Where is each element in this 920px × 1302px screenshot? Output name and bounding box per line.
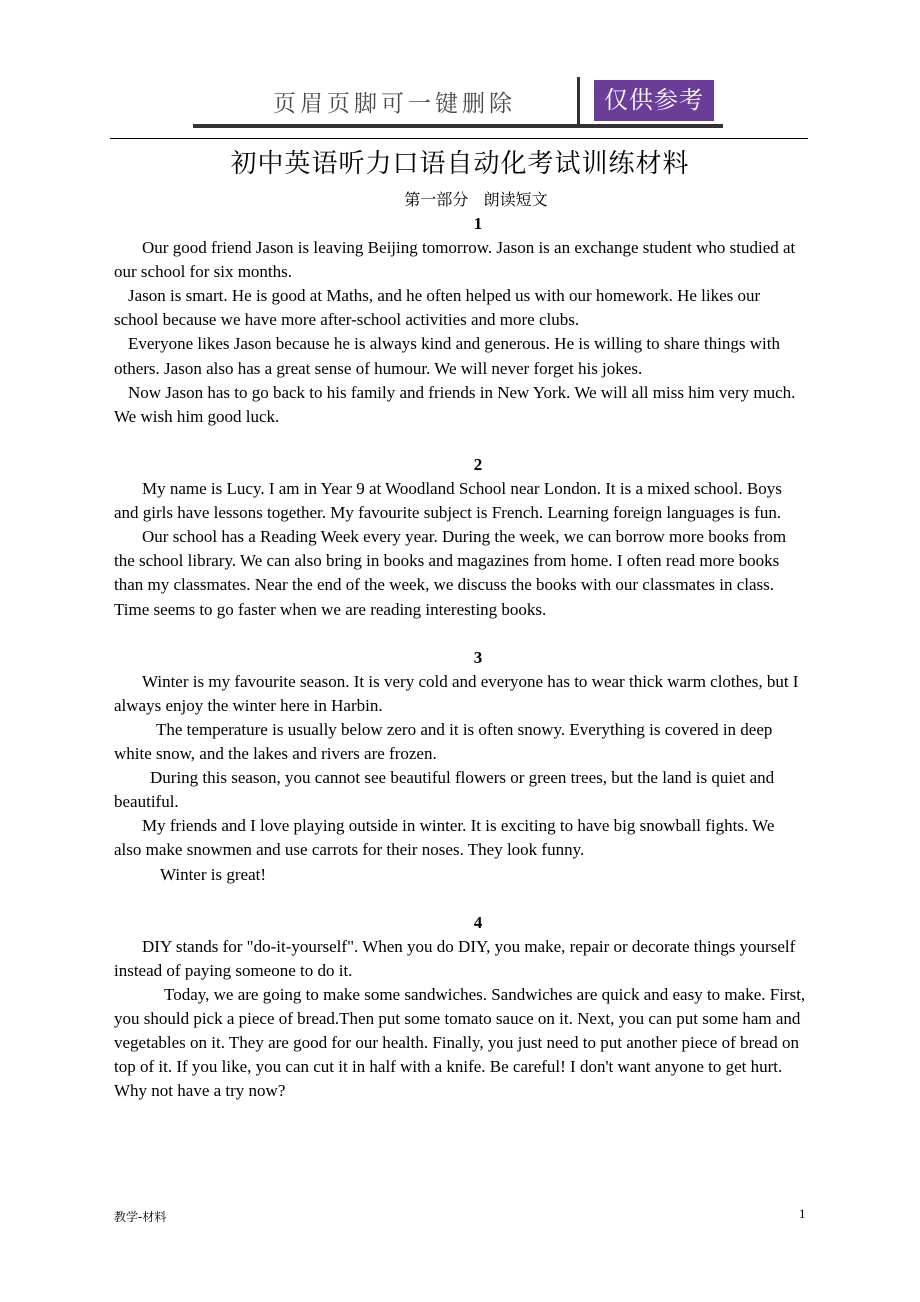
header-divider [577,77,580,128]
paragraph: DIY stands for "do-it-yourself". When you do DIY, you make, repair or decorate things yourself instead of paying someone to do it. [114,936,800,980]
section-number: 2 [473,454,483,474]
paragraph: Winter is my favourite season. It is very cold and everyone has to wear thick warm clothes, but I always enjoy the winter here in Harbin. [114,671,803,715]
paragraph: Today, we are going to make some sandwiches. Sandwiches are quick and easy to make. First, you should pick a piece of bread.Then put some tomato sauce on it. Next, you can put some ham and vegetables on it. They are good for our health. Finally, you just need to put another piece of bread on top of it. If you like, you can cut it in half with a knife. Be careful! I don't want anyone to get hurt. Why not have a try now? [114,985,810,1101]
header-rule [110,138,808,139]
paragraph: The temperature is usually below zero and it is often snowy. Everything is covered in deep white snow, and the lakes and rivers are frozen. [114,719,777,764]
paragraph: During this season, you cannot see beautiful flowers or green trees, but the land is quiet and beautiful. [114,768,779,812]
part-title: 第一部分 朗读短文 [404,190,548,209]
header-text: 页眉页脚可一键删除 [273,91,516,117]
header-badge: 仅供参考 [594,80,714,121]
paragraph: Our good friend Jason is leaving Beijing tomorrow. Jason is an exchange student who studied at our school for six months. [114,238,800,282]
section-number: 3 [473,647,483,667]
document-title: 初中英语听力口语自动化考试训练材料 [230,149,690,179]
header-underline [193,124,723,128]
section-number: 1 [473,214,483,233]
section-number: 4 [473,912,483,932]
paragraph: My name is Lucy. I am in Year 9 at Woodland School near London. It is a mixed school. Boys and girls have lessons together. My favourite subject is French. Learning foreign languages is fun. [114,479,787,523]
footer-label: 教学-材料 [114,1210,167,1224]
paragraph: Everyone likes Jason because he is always kind and generous. He is willing to share things with others. Jason also has a great sense of humour. We will never forget his jokes. [114,334,785,378]
document-body [114,212,810,1103]
paragraph: Now Jason has to go back to his family and friends in New York. We will all miss him very much. We wish him good luck. [114,382,800,426]
page-number: 1 [799,1206,806,1221]
paragraph: Jason is smart. He is good at Maths, and he often helped us with our homework. He likes our school because we have more after-school activities and more clubs. [114,286,765,330]
paragraph: My friends and I love playing outside in winter. It is exciting to have big snowball fights. We also make snowmen and use carrots for their noses. They look funny. [114,816,779,860]
paragraph: Our school has a Reading Week every year. During the week, we can borrow more books from the school library. We can also bring in books and magazines from home. I often read more books than my classmates. Near the end of the week, we discuss the books with our classmates in class. Time seems to go faster when we are reading interesting books. [114,527,791,619]
header-banner [193,77,727,129]
paragraph: Winter is great! [160,864,266,884]
